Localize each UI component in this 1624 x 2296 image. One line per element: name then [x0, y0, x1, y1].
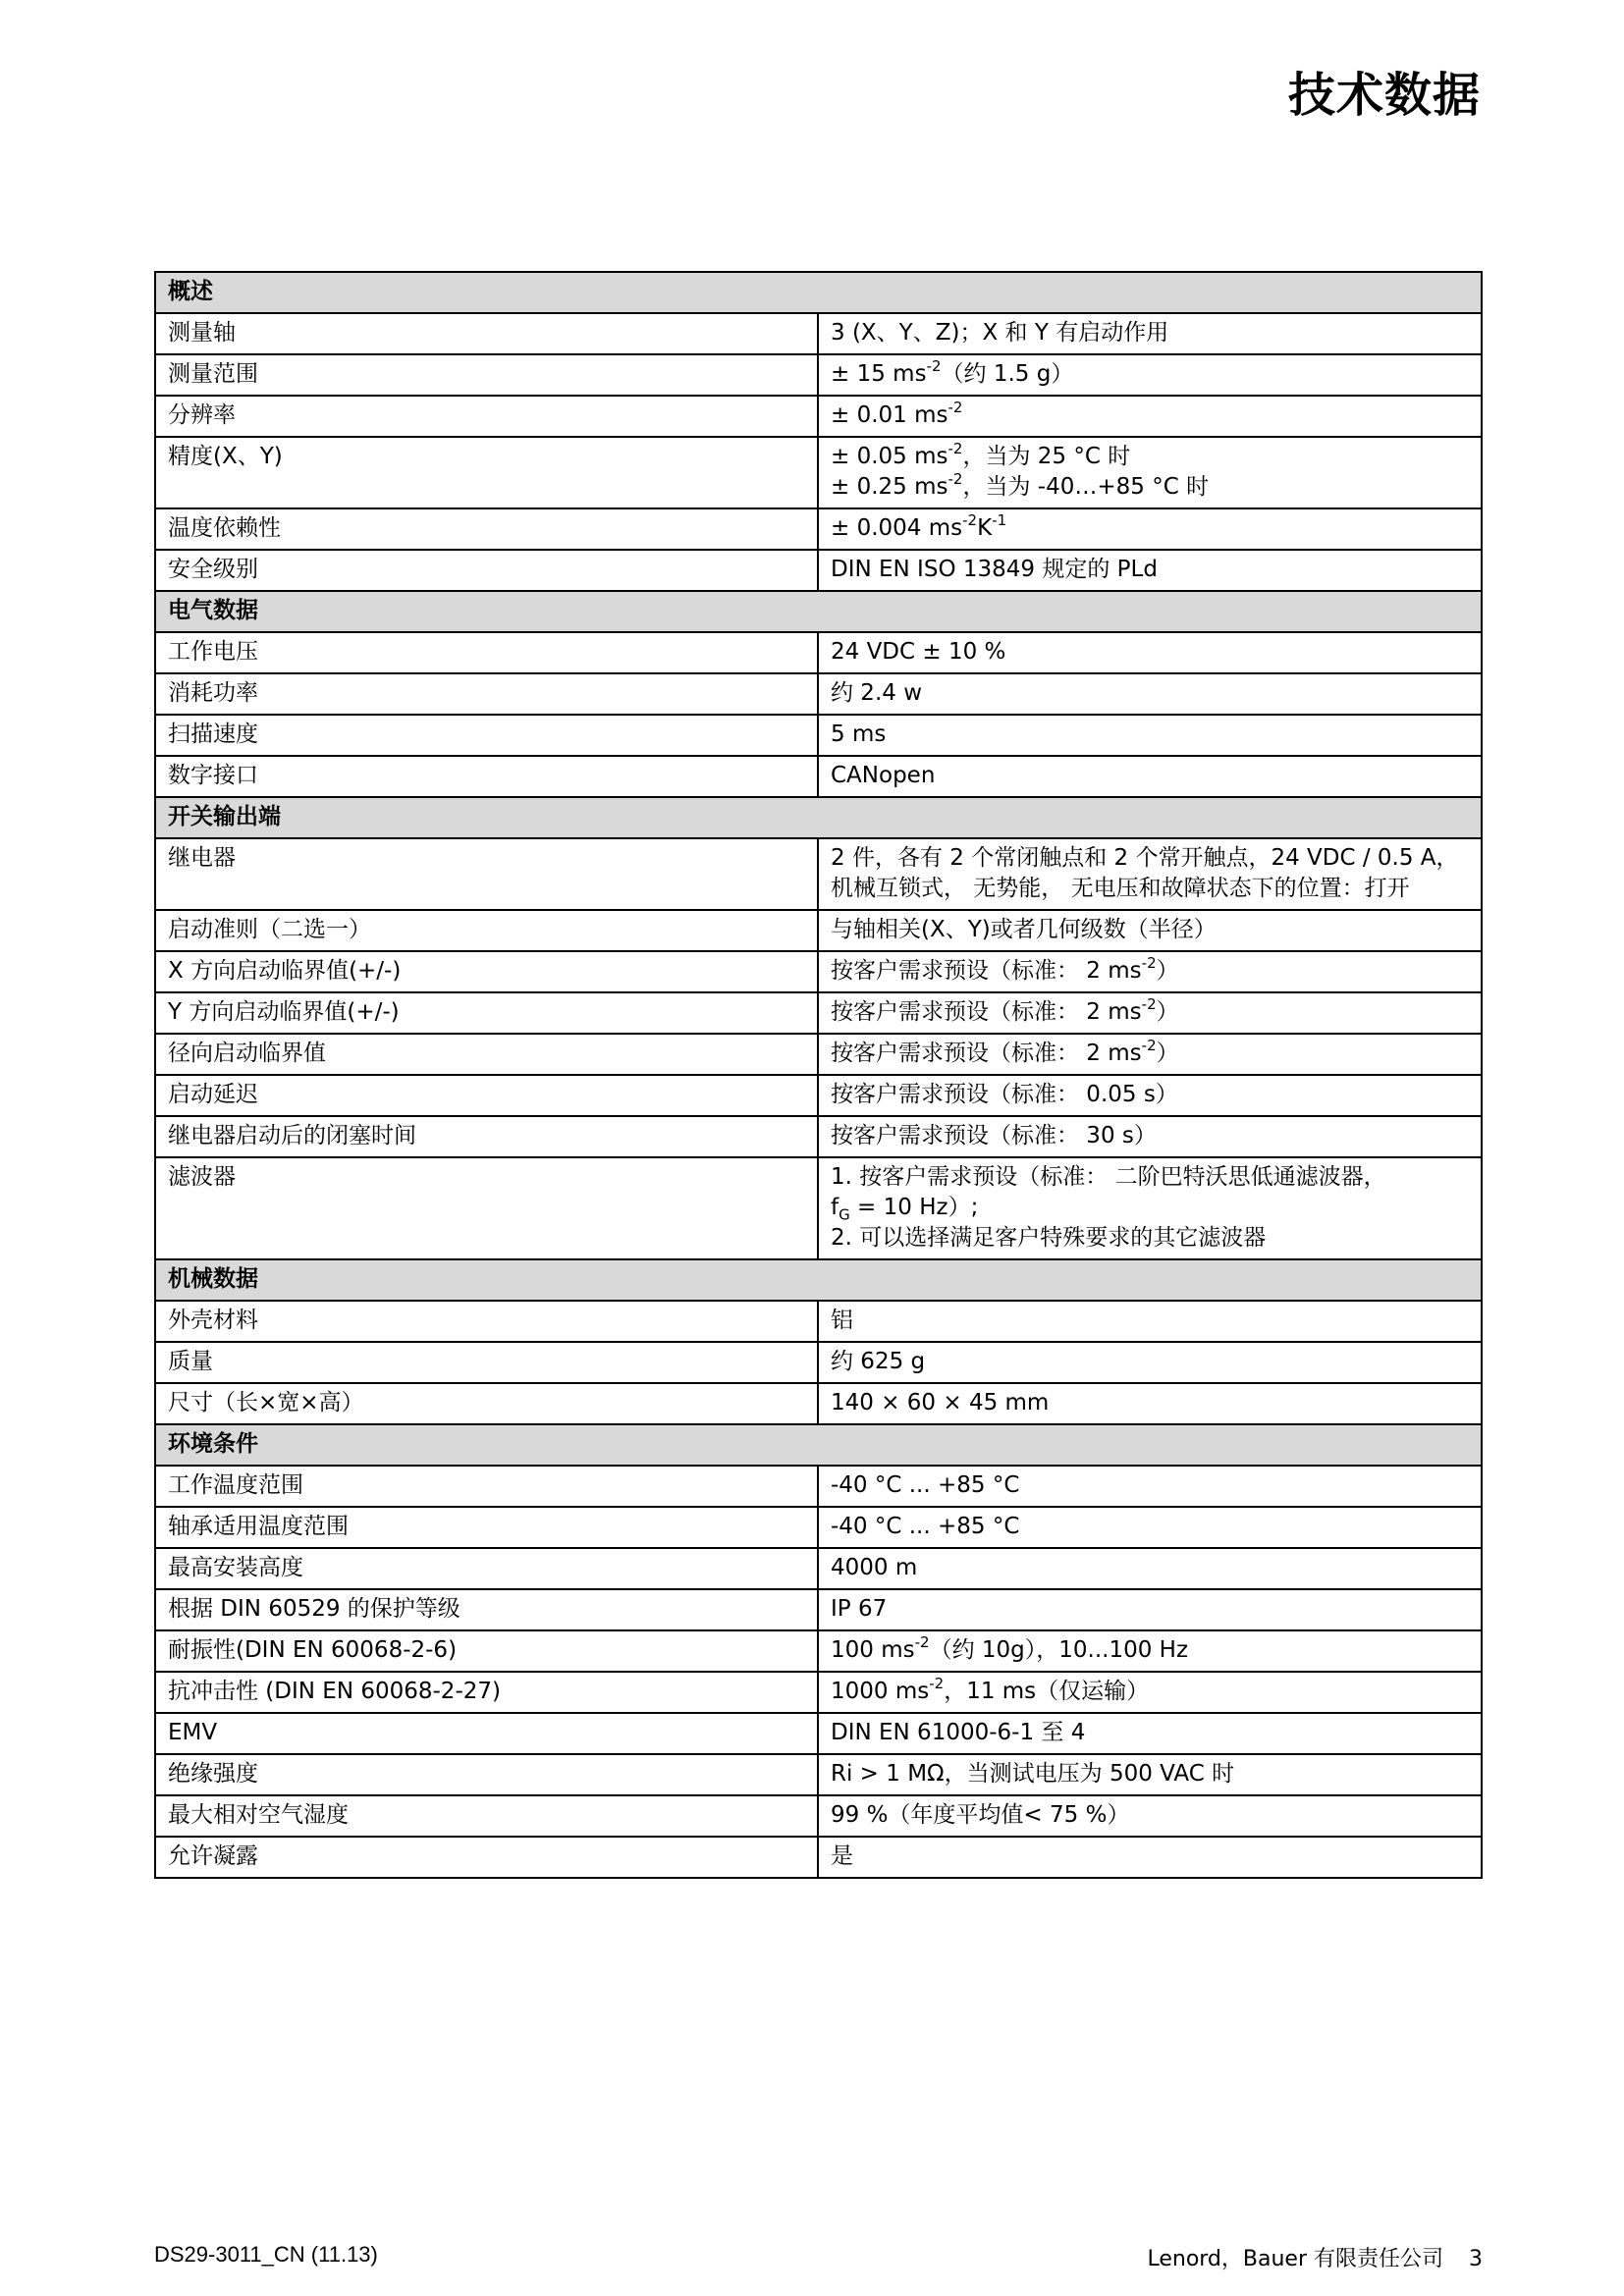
row-value: 是 [818, 1837, 1482, 1878]
row-value: 按客户需求预设（标准： 0.05 s） [818, 1075, 1482, 1116]
table-row [155, 1672, 1482, 1713]
table-row [155, 313, 1482, 354]
row-label: 径向启动临界值 [155, 1034, 818, 1075]
table-row [155, 1507, 1482, 1548]
row-value: 按客户需求预设（标准： 2 $ms^{-2}$） [818, 1034, 1482, 1075]
table-row [155, 910, 1482, 951]
row-value: ± 15 $ms^{-2}$（约 1.5 g） [818, 354, 1482, 396]
row-label: 抗冲击性 (DIN EN 60068-2-27) [155, 1672, 818, 1713]
row-value: ± 0.05 $ms^{-2}$，当为 25 °C 时 ± 0.25 $ms^{-2}$，当为 -40…+85 °C 时 [818, 437, 1482, 508]
row-label: 质量 [155, 1342, 818, 1383]
row-label: 启动延迟 [155, 1075, 818, 1116]
table-row [155, 1713, 1482, 1754]
table-row [155, 508, 1482, 550]
row-label: 最高安装高度 [155, 1548, 818, 1589]
table-row [155, 1466, 1482, 1507]
row-label: 分辨率 [155, 396, 818, 437]
table-row [155, 1383, 1482, 1424]
table-row [155, 673, 1482, 715]
table-row [155, 756, 1482, 797]
row-label: 最大相对空气湿度 [155, 1795, 818, 1837]
table-row [155, 1589, 1482, 1630]
row-label: 温度依赖性 [155, 508, 818, 550]
row-label: 滤波器 [155, 1157, 818, 1259]
table-row [155, 838, 1482, 910]
row-label: 工作电压 [155, 632, 818, 673]
page-title: 技术数据 [1287, 68, 1481, 123]
row-value: DIN EN ISO 13849 规定的 PLd [818, 550, 1482, 591]
row-label: 允许凝露 [155, 1837, 818, 1878]
row-label: 启动准则（二选一） [155, 910, 818, 951]
row-label: 根据 DIN 60529 的保护等级 [155, 1589, 818, 1630]
row-value: 约 2.4 w [818, 673, 1482, 715]
table-row [155, 1075, 1482, 1116]
row-label: 数字接口 [155, 756, 818, 797]
table-row [155, 1754, 1482, 1795]
table-row [155, 354, 1482, 396]
section-header-environment: 环境条件 [155, 1424, 1482, 1466]
row-value: 约 625 g [818, 1342, 1482, 1383]
row-label: 耐振性(DIN EN 60068-2-6) [155, 1630, 818, 1672]
row-value: 按客户需求预设（标准： 2 $ms^{-2}$） [818, 951, 1482, 992]
row-label: 工作温度范围 [155, 1466, 818, 1507]
row-label: 消耗功率 [155, 673, 818, 715]
row-value: IP 67 [818, 1589, 1482, 1630]
row-value: 铝 [818, 1301, 1482, 1342]
table-row [155, 396, 1482, 437]
row-label: 安全级别 [155, 550, 818, 591]
row-value: 5 ms [818, 715, 1482, 756]
table-row [155, 1342, 1482, 1383]
table-row [155, 992, 1482, 1034]
table-row [155, 437, 1482, 508]
row-value: ± 0.01 $ms^{-2}$ [818, 396, 1482, 437]
row-value: DIN EN 61000-6-1 至 4 [818, 1713, 1482, 1754]
table-row [155, 632, 1482, 673]
row-value: 1000 $ms^{-2}$，11 ms（仅运输） [818, 1672, 1482, 1713]
technical-data-table [154, 271, 1483, 1879]
table-row [155, 550, 1482, 591]
row-label: EMV [155, 1713, 818, 1754]
table-row [155, 951, 1482, 992]
section-header-mechanical: 机械数据 [155, 1259, 1482, 1301]
row-value: 140 × 60 × 45 mm [818, 1383, 1482, 1424]
section-header-overview: 概述 [155, 272, 1482, 313]
row-label: Y 方向启动临界值(+/-) [155, 992, 818, 1034]
footer-company [1147, 2242, 1483, 2272]
row-value: 99 %（年度平均值< 75 %） [818, 1795, 1482, 1837]
section-header-switch-outputs: 开关输出端 [155, 797, 1482, 838]
row-label: 测量范围 [155, 354, 818, 396]
row-value: 3 (X、Y、Z)；X 和 Y 有启动作用 [818, 313, 1482, 354]
row-value: 100 $ms^{-2}$（约 10g），10...100 Hz [818, 1630, 1482, 1672]
table-row [155, 715, 1482, 756]
row-value: 与轴相关(X、Y)或者几何级数（半径） [818, 910, 1482, 951]
table-row [155, 1630, 1482, 1672]
row-label: 测量轴 [155, 313, 818, 354]
table-row [155, 1548, 1482, 1589]
row-value: 按客户需求预设（标准： 2 $ms^{-2}$） [818, 992, 1482, 1034]
row-value: 2 件，各有 2 个常闭触点和 2 个常开触点，24 VDC / 0.5 A， 机械互锁式， 无势能， 无电压和故障状态下的位置：打开 [818, 838, 1482, 910]
table-row [155, 1795, 1482, 1837]
row-label: 精度(X、Y) [155, 437, 818, 508]
row-value: Ri > 1 MΩ，当测试电压为 500 VAC 时 [818, 1754, 1482, 1795]
row-label: X 方向启动临界值(+/-) [155, 951, 818, 992]
row-value: CANopen [818, 756, 1482, 797]
row-value: 4000 m [818, 1548, 1482, 1589]
row-label: 继电器 [155, 838, 818, 910]
row-value: 按客户需求预设（标准： 30 s） [818, 1116, 1482, 1157]
table-row [155, 1116, 1482, 1157]
footer-doc-id: DS29-3011_CN (11.13) [154, 2242, 378, 2267]
footer-company-name: Lenord，Bauer 有限责任公司 [1147, 2247, 1443, 2271]
row-label: 继电器启动后的闭塞时间 [155, 1116, 818, 1157]
page-number: 3 [1469, 2247, 1483, 2271]
table-row [155, 1837, 1482, 1878]
row-label: 扫描速度 [155, 715, 818, 756]
row-value: ± 0.004 $ms^{-2}K^{-1}$ [818, 508, 1482, 550]
section-header-electrical: 电气数据 [155, 591, 1482, 632]
row-value: -40 °C ... +85 °C [818, 1466, 1482, 1507]
table-row [155, 1301, 1482, 1342]
row-label: 绝缘强度 [155, 1754, 818, 1795]
row-value: 24 VDC ± 10 % [818, 632, 1482, 673]
row-label: 轴承适用温度范围 [155, 1507, 818, 1548]
table-row [155, 1034, 1482, 1075]
row-label: 尺寸（长×宽×高） [155, 1383, 818, 1424]
row-label: 外壳材料 [155, 1301, 818, 1342]
row-value: 1. 按客户需求预设（标准： 二阶巴特沃思低通滤波器， $f_G = 10$ Hz）; 2. 可以选择满足客户特殊要求的其它滤波器 [818, 1157, 1482, 1259]
table-row [155, 1157, 1482, 1259]
row-value: -40 °C ... +85 °C [818, 1507, 1482, 1548]
